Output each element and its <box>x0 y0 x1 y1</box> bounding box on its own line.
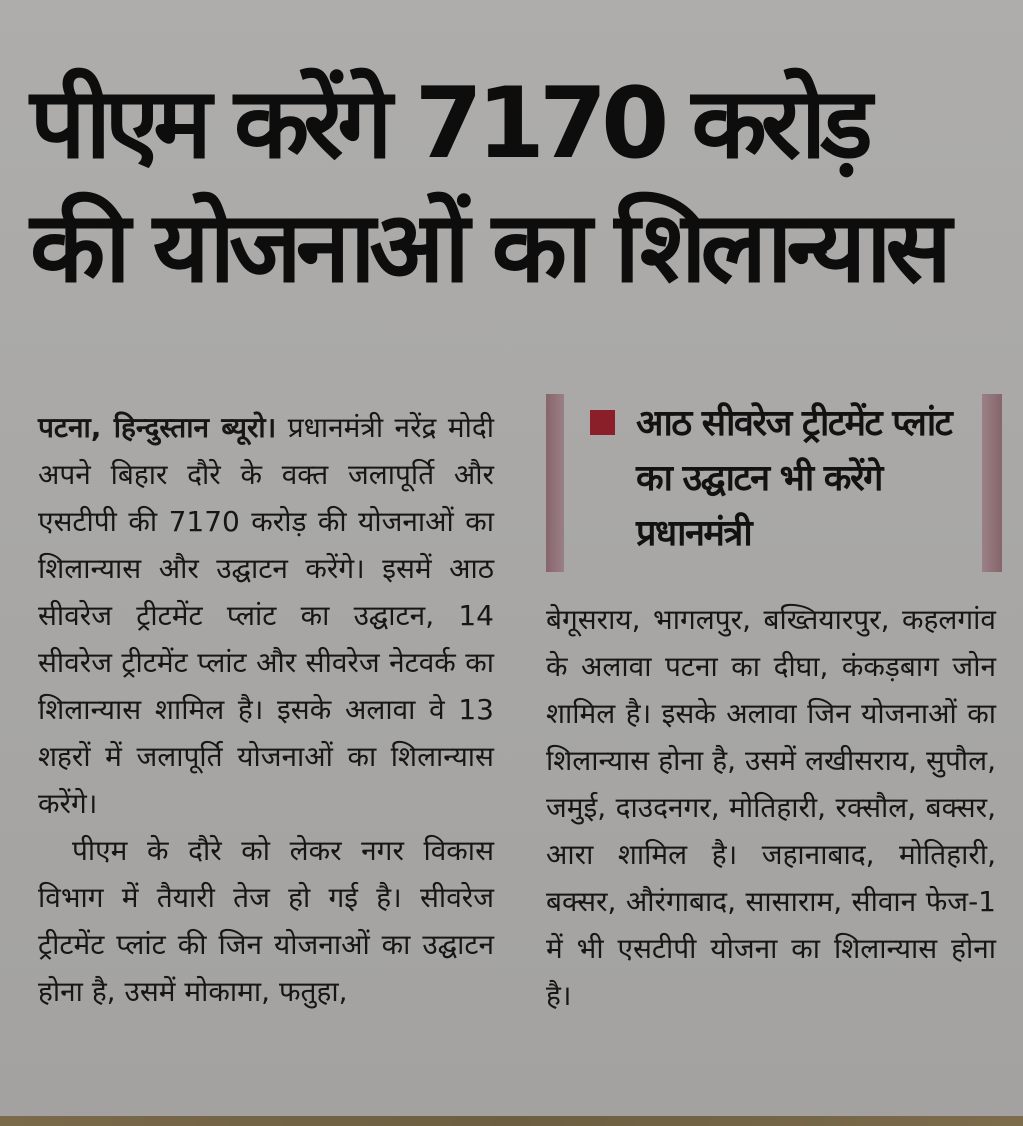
dateline: पटना, हिन्दुस्तान ब्यूरो। <box>38 411 277 444</box>
article-column-left <box>38 404 494 1015</box>
highlight-box <box>546 394 1002 572</box>
article-column-right <box>546 596 996 1019</box>
bullet-square-icon <box>590 410 615 435</box>
headline-line-1: पीएम करेंगे 7170 करोड़ <box>30 67 867 181</box>
article-paragraph-1 <box>38 404 494 827</box>
paragraph-1-text: प्रधानमंत्री नरेंद्र मोदी अपने बिहार दौरे के वक्त जलापूर्ति और एसटीपी की 7170 करोड़ की योजनाओं का शिलान्यास और उद्घाटन करेंगे। इसमें आठ सीवरेज ट्रीटमेंट प्लांट का उद्घाटन, 14 सीवरेज ट्रीटमेंट प्लांट और सीवरेज नेटवर्क का शिलान्यास शामिल है। इसके अलावा वे 13 शहरों में जलापूर्ति योजनाओं का शिलान्यास करेंगे। <box>38 411 494 820</box>
highlight-text: आठ सीवरेज ट्रीटमेंट प्लांट का उद्घाटन भी करेंगे प्रधानमंत्री <box>636 403 952 554</box>
bottom-edge-divider <box>0 1116 1023 1126</box>
headline-line-2: की योजनाओं का शिलान्यास <box>30 191 946 305</box>
article-paragraph-2: पीएम के दौरे को लेकर नगर विकास विभाग में तैयारी तेज हो गई है। सीवरेज ट्रीटमेंट प्लांट की जिन योजनाओं का उद्घाटन होना है, उसमें मोकामा, फतुहा, <box>38 834 494 1008</box>
highlight-bar-left <box>546 394 564 572</box>
headline <box>30 62 1005 310</box>
highlight-bar-right <box>982 394 1002 572</box>
article-paragraph-3: बेगूसराय, भागलपुर, बख्तियारपुर, कहलगांव के अलावा पटना का दीघा, कंकड़बाग जोन शामिल है। इसके अलावा जिन योजनाओं का शिलान्यास होना है, उसमें लखीसराय, सुपौल, जमुई, दाउदनगर, मोतिहारी, रक्सौल, बक्सर, आरा शामिल है। जहानाबाद, मोतिहारी, बक्सर, औरंगाबाद, सासाराम, सीवान फेज-1 में भी एसटीपी योजना का शिलान्यास होना है। <box>546 603 996 1012</box>
